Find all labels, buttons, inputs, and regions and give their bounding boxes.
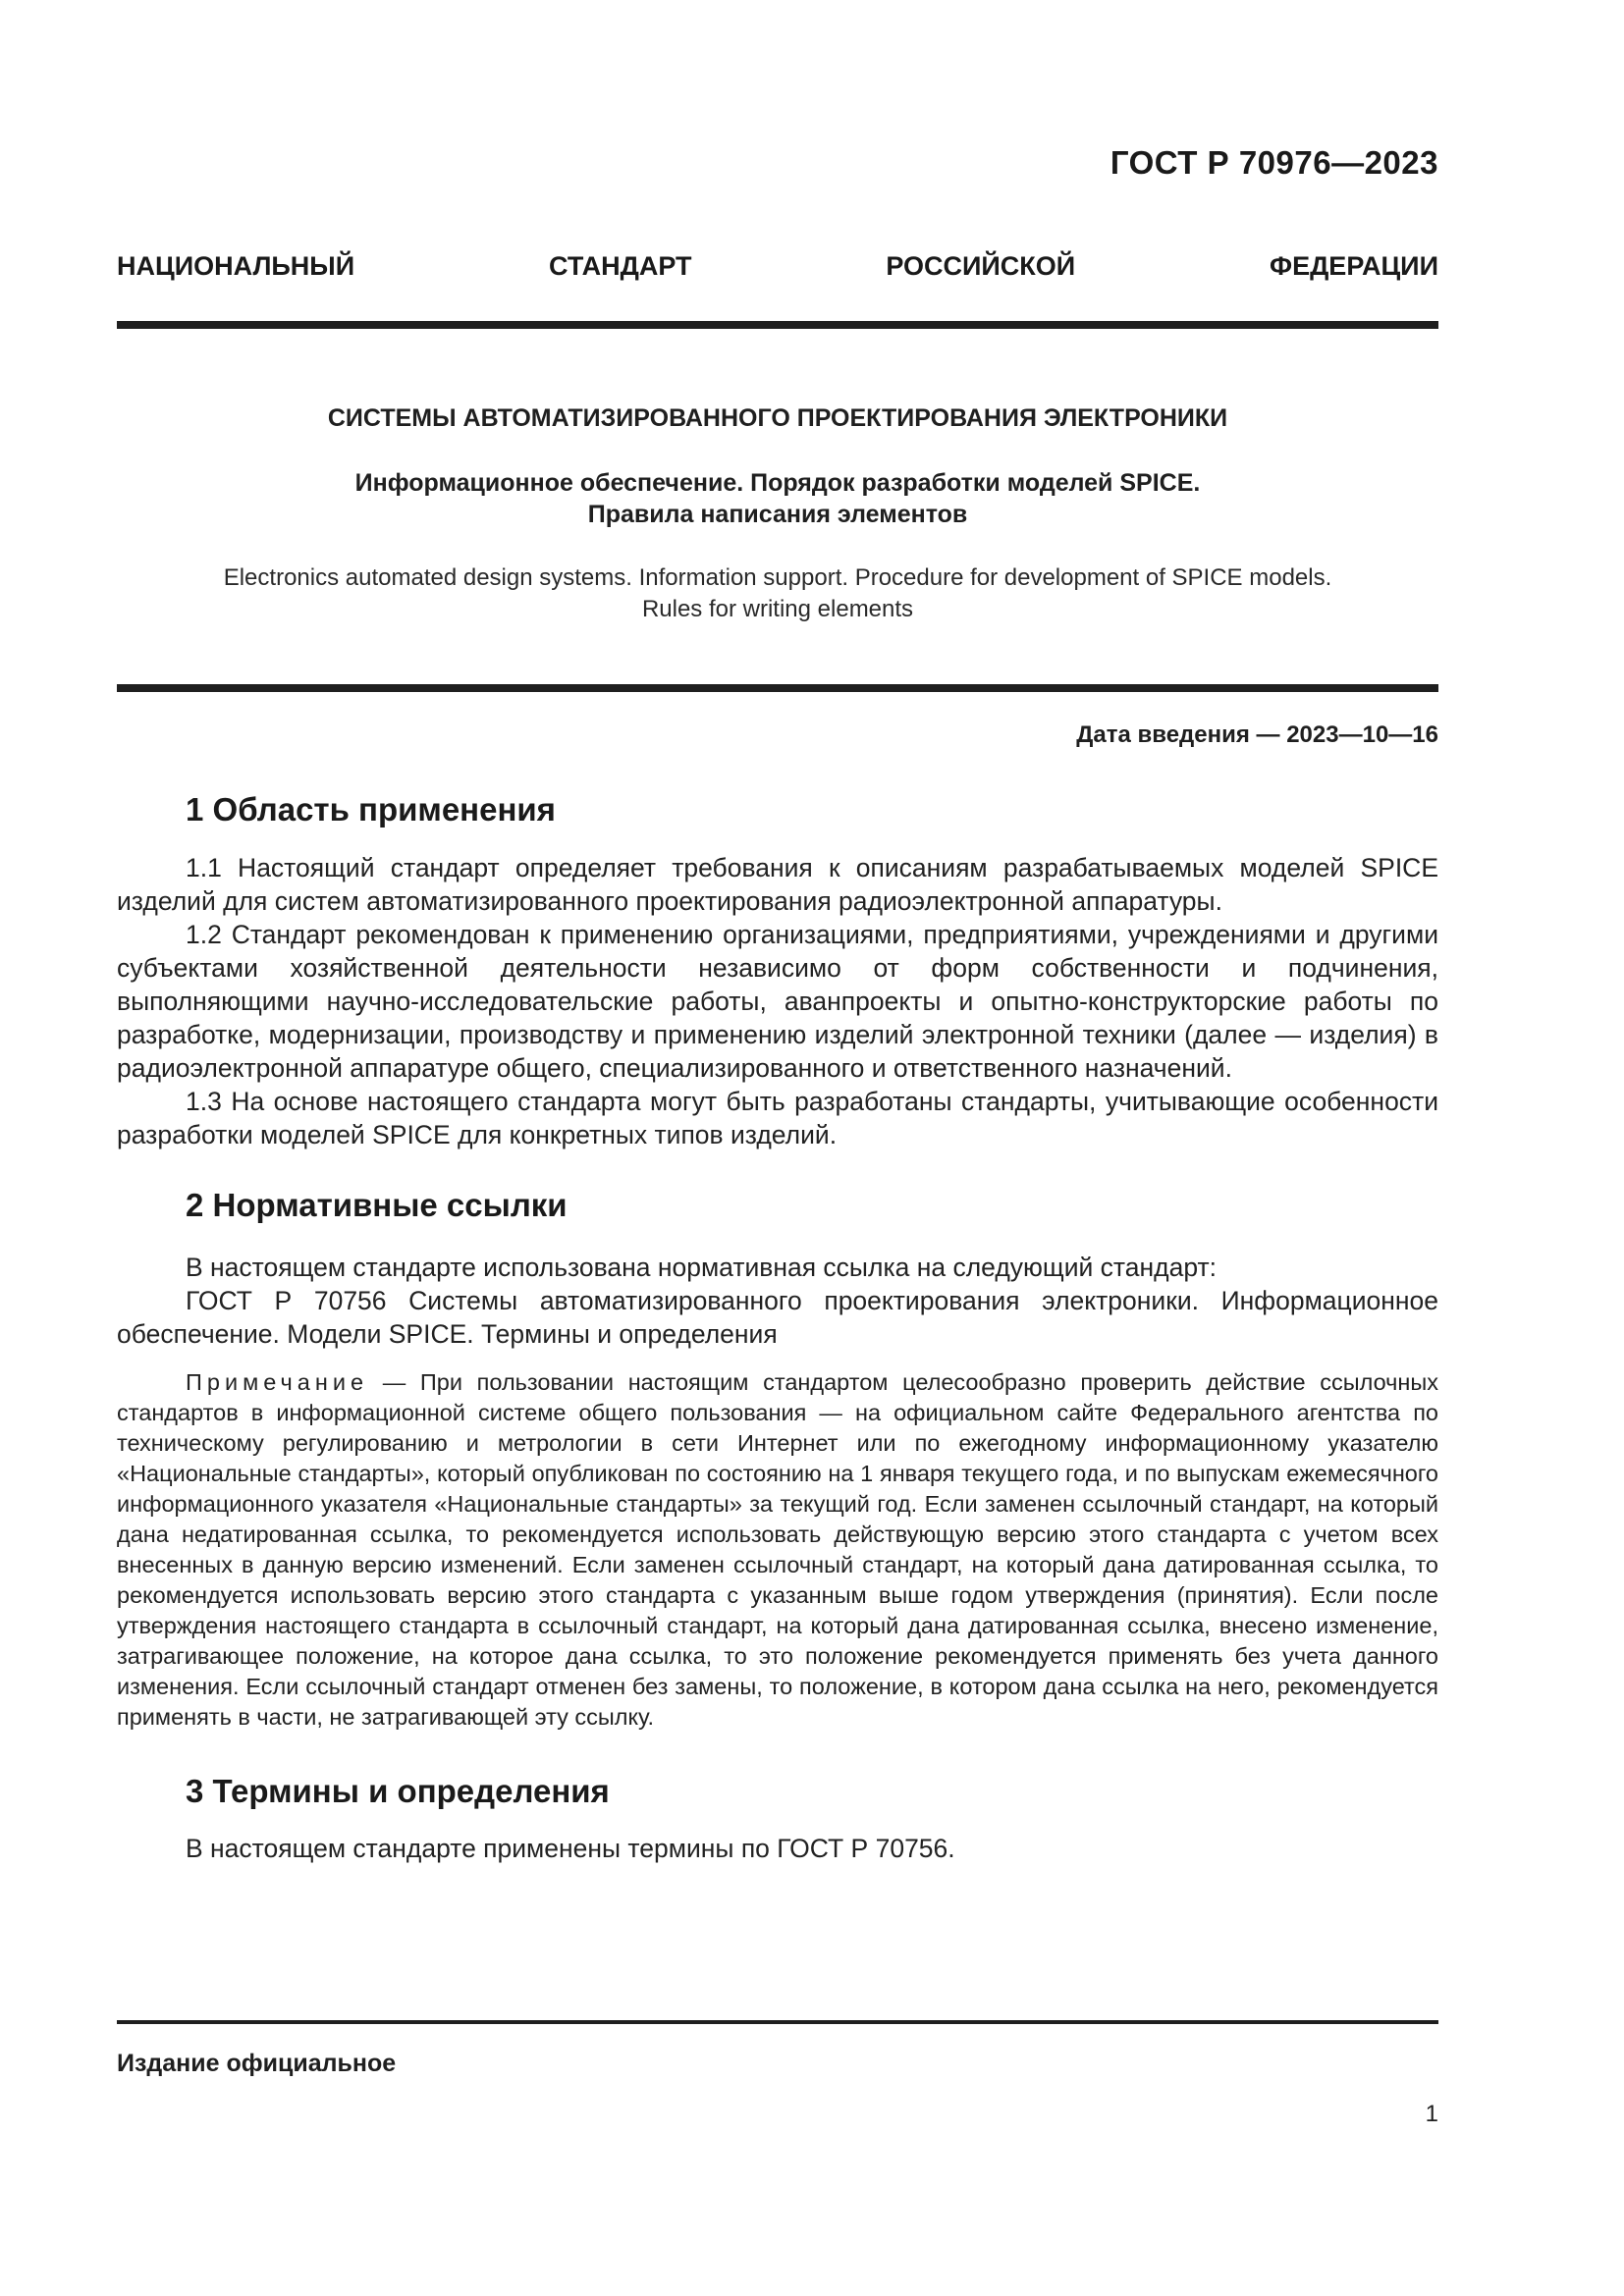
english-title-line-2: Rules for writing elements [641, 596, 914, 622]
section-2-body [117, 1251, 1438, 1351]
paragraph-1-3: 1.3 На основе настоящего стандарта могут быть разработаны стандарты, учитывающие особенности разработки моделей SPICE для конкретных типов изделий. [117, 1087, 1438, 1149]
note-block [117, 1367, 1438, 1733]
official-edition-label: Издание официальное [117, 2050, 397, 2077]
section-heading-normative-references: 2 Нормативные ссылки [186, 1187, 568, 1223]
introduction-date: Дата введения — 2023—10—16 [1076, 721, 1438, 748]
section-1-body [117, 851, 1438, 1151]
note-text: — При пользовании настоящим стандартом целесообразно проверить действие ссылочных стандартов в информационной системе общего пользования — на официальном сайте Федерального агентства по техническому регулированию и метрологии в сети Интернет или по ежегодному информационному указателю «Национальные стандарты», который опубликован по состоянию на 1 января текущего года, и по выпускам ежемесячного информационного указателя «Национальные стандарты» за текущий год. Если заменен ссылочный стандарт, на который дана недатированная ссылка, то рекомендуется использовать действующую версию этого стандарта с учетом всех внесенных в данную версию изменений. Если заменен ссылочный стандарт, на который дана датированная ссылка, то рекомендуется использовать версию этого стандарта с указанным выше годом утверждения (принятия). Если после утверждения настоящего стандарта в ссылочный стандарт, на который дана датированная ссылка, внесено изменение, затрагивающее положение, на которое дана ссылка, то это положение рекомендуется применять без учета данного изменения. Если ссылочный стандарт отменен без замены, то положение, в котором дана ссылка на него, рекомендуется применять в части, не затрагивающей эту ссылку. [117, 1369, 1438, 1730]
note-label: Примечание [186, 1369, 369, 1395]
footer-divider [117, 2020, 1438, 2024]
english-title-line-1: Electronics automated design systems. Information support. Procedure for development of SPICE models. [223, 564, 1332, 591]
paragraph-3-1: В настоящем стандарте применены термины по ГОСТ Р 70756. [186, 1834, 955, 1863]
english-title [117, 562, 1438, 625]
paragraph-1-1: 1.1 Настоящий стандарт определяет требования к описаниям разрабатываемых моделей SPICE изделий для систем автоматизированного проектирования радиоэлектронной аппаратуры. [117, 853, 1438, 916]
document-title: СИСТЕМЫ АВТОМАТИЗИРОВАННОГО ПРОЕКТИРОВАНИЯ ЭЛЕКТРОНИКИ [327, 404, 1228, 432]
section-3-body [117, 1832, 1438, 1865]
paragraph-2-reference: ГОСТ Р 70756 Системы автоматизированного проектирования электроники. Информационное обеспечение. Модели SPICE. Термины и определения [117, 1286, 1438, 1349]
section-heading-scope: 1 Область применения [186, 791, 556, 828]
document-number: ГОСТ Р 70976—2023 [1110, 144, 1438, 181]
page-number: 1 [1425, 2101, 1438, 2127]
paragraph-2-intro: В настоящем стандарте использована нормативная ссылка на следующий стандарт: [186, 1253, 1217, 1282]
paragraph-1-2: 1.2 Стандарт рекомендован к применению организациями, предприятиями, учреждениями и другими субъектами хозяйственной деятельности независимо от форм собственности и подчинения, выполняющими научно-исследовательские работы, аванпроекты и опытно-конструкторские работы по разработке, модернизации, производству и применению изделий электронной техники (далее — изделия) в радиоэлектронной аппаратуре общего, специализированного и ответственного назначений. [117, 920, 1438, 1083]
top-divider [117, 321, 1438, 329]
subtitle-line-2: Правила написания элементов [587, 501, 968, 528]
title-divider [117, 684, 1438, 692]
document-subtitle [117, 467, 1438, 530]
section-heading-terms: 3 Термины и определения [186, 1773, 610, 1809]
subtitle-line-1: Информационное обеспечение. Порядок разработки моделей SPICE. [354, 469, 1201, 497]
national-standard-banner: НАЦИОНАЛЬНЫЙ СТАНДАРТ РОССИЙСКОЙ ФЕДЕРАЦИИ [117, 251, 1438, 281]
